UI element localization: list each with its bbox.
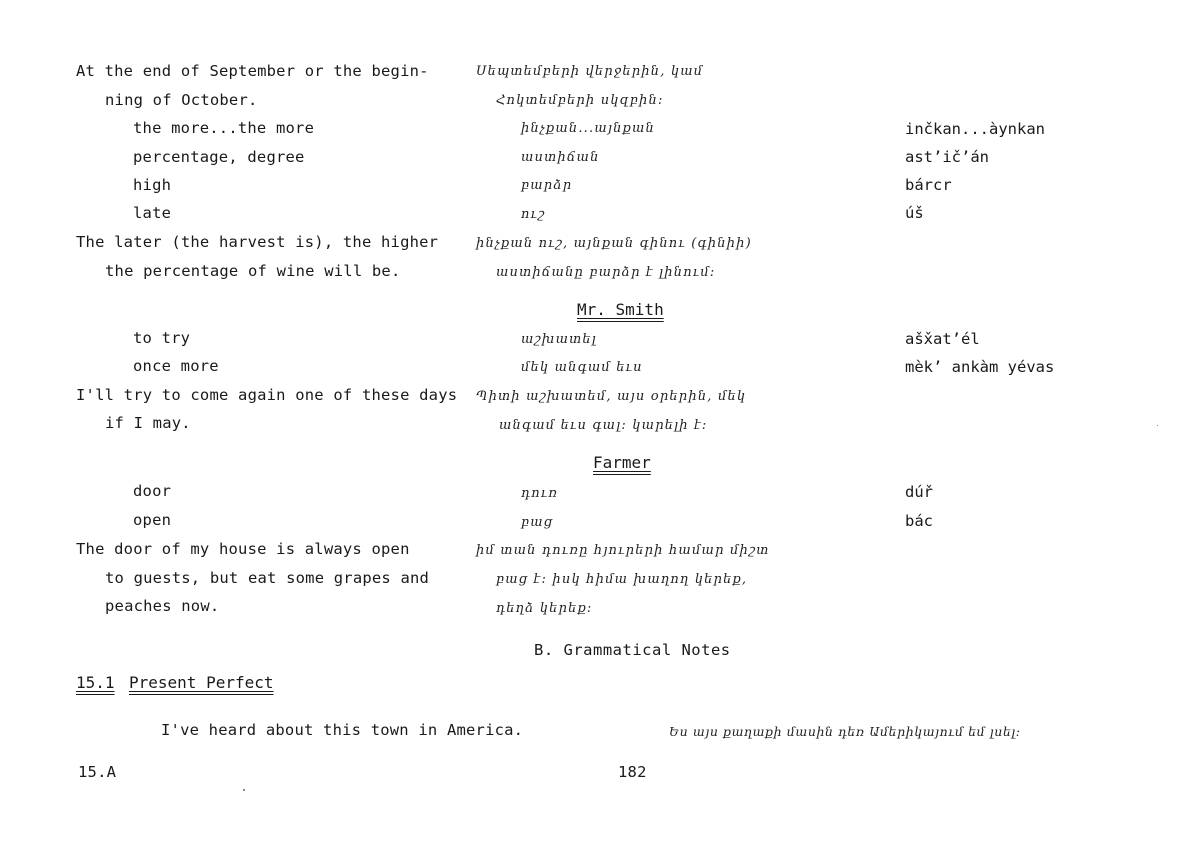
vocab-english-14: door [133,482,172,500]
vocab-translit-10: mèk’ ankàm yévas [905,358,1055,376]
vocab-translit-3: ast’ič’án [905,148,989,166]
footer-page-number: 182 [618,763,647,781]
vocab-armenian-14: դուռ [521,486,559,501]
vocab-armenian-3: աստիճան [521,150,600,165]
vocab-translit-2: inčkan...àynkan [905,120,1045,138]
vocab-english-7: the percentage of wine will be. [105,262,401,280]
vocab-translit-15: bác [905,512,933,530]
vocab-armenian-6: ինչքան ուշ, այնքան գինու (գինիի) [476,236,752,251]
scan-speck [1157,425,1158,426]
vocab-english-0: At the end of September or the begin- [76,62,429,80]
vocab-armenian-2: ինչքան...այնքան [521,121,656,136]
vocab-english-15: open [133,511,172,529]
vocab-english-17: to guests, but eat some grapes and [105,569,430,587]
vocab-english-1: ning of October. [105,91,258,109]
vocab-english-16: The door of my house is always open [76,540,410,558]
subsection-number: 15.1 [76,673,115,692]
section-heading: B. Grammatical Notes [534,641,731,659]
vocab-armenian-18: դեղձ կերեք։ [496,601,593,616]
speaker-heading-mr-smith: Mr. Smith [577,300,664,319]
vocab-translit-9: aš̌xat’él [905,330,980,348]
scan-speck [243,789,245,791]
example-armenian: Ես այս քաղաքի մասին դեռ Ամերիկայում եմ լսել։ [669,724,1021,739]
vocab-armenian-7: աստիճանը բարձր է լինում։ [496,265,716,280]
vocab-armenian-11: Պիտի աշխատեմ, այս օրերին, մեկ [476,389,747,404]
vocab-armenian-17: բաց է։ իսկ հիմա խաղող կերեք, [496,572,748,587]
vocab-armenian-15: բաց [521,515,554,530]
vocab-english-3: percentage, degree [133,148,305,166]
vocab-translit-4: bárcr [905,176,952,194]
vocab-english-9: to try [133,329,191,347]
vocab-armenian-16: իմ տան դուռը հյուրերի համար միշտ [476,543,770,558]
vocab-translit-14: dúř [905,483,933,501]
vocab-translit-5: úš [905,204,924,222]
vocab-armenian-9: աշխատել [521,332,597,347]
vocab-armenian-10: մեկ անգամ եւս [521,360,643,375]
vocab-english-10: once more [133,357,219,375]
vocab-armenian-1: Հոկտեմբերի սկզբին։ [496,93,664,108]
vocab-armenian-0: Սեպտեմբերի վերջերին, կամ [476,64,704,79]
subsection-title: Present Perfect [129,673,274,692]
vocab-english-5: late [133,204,172,222]
vocab-english-2: the more...the more [133,119,315,137]
vocab-english-18: peaches now. [105,597,220,615]
vocab-english-12: if I may. [105,414,191,432]
example-english: I've heard about this town in America. [161,721,524,739]
vocab-armenian-4: բարձր [521,178,573,193]
vocab-english-6: The later (the harvest is), the higher [76,233,439,251]
vocab-armenian-5: ուշ [521,207,546,222]
vocab-english-4: high [133,176,172,194]
speaker-heading-farmer: Farmer [593,453,651,472]
vocab-armenian-12: անգամ եւս գալ։ կարելի է։ [499,418,708,433]
vocab-english-11: I'll try to come again one of these days [76,386,458,404]
footer-lesson: 15.A [78,763,117,781]
